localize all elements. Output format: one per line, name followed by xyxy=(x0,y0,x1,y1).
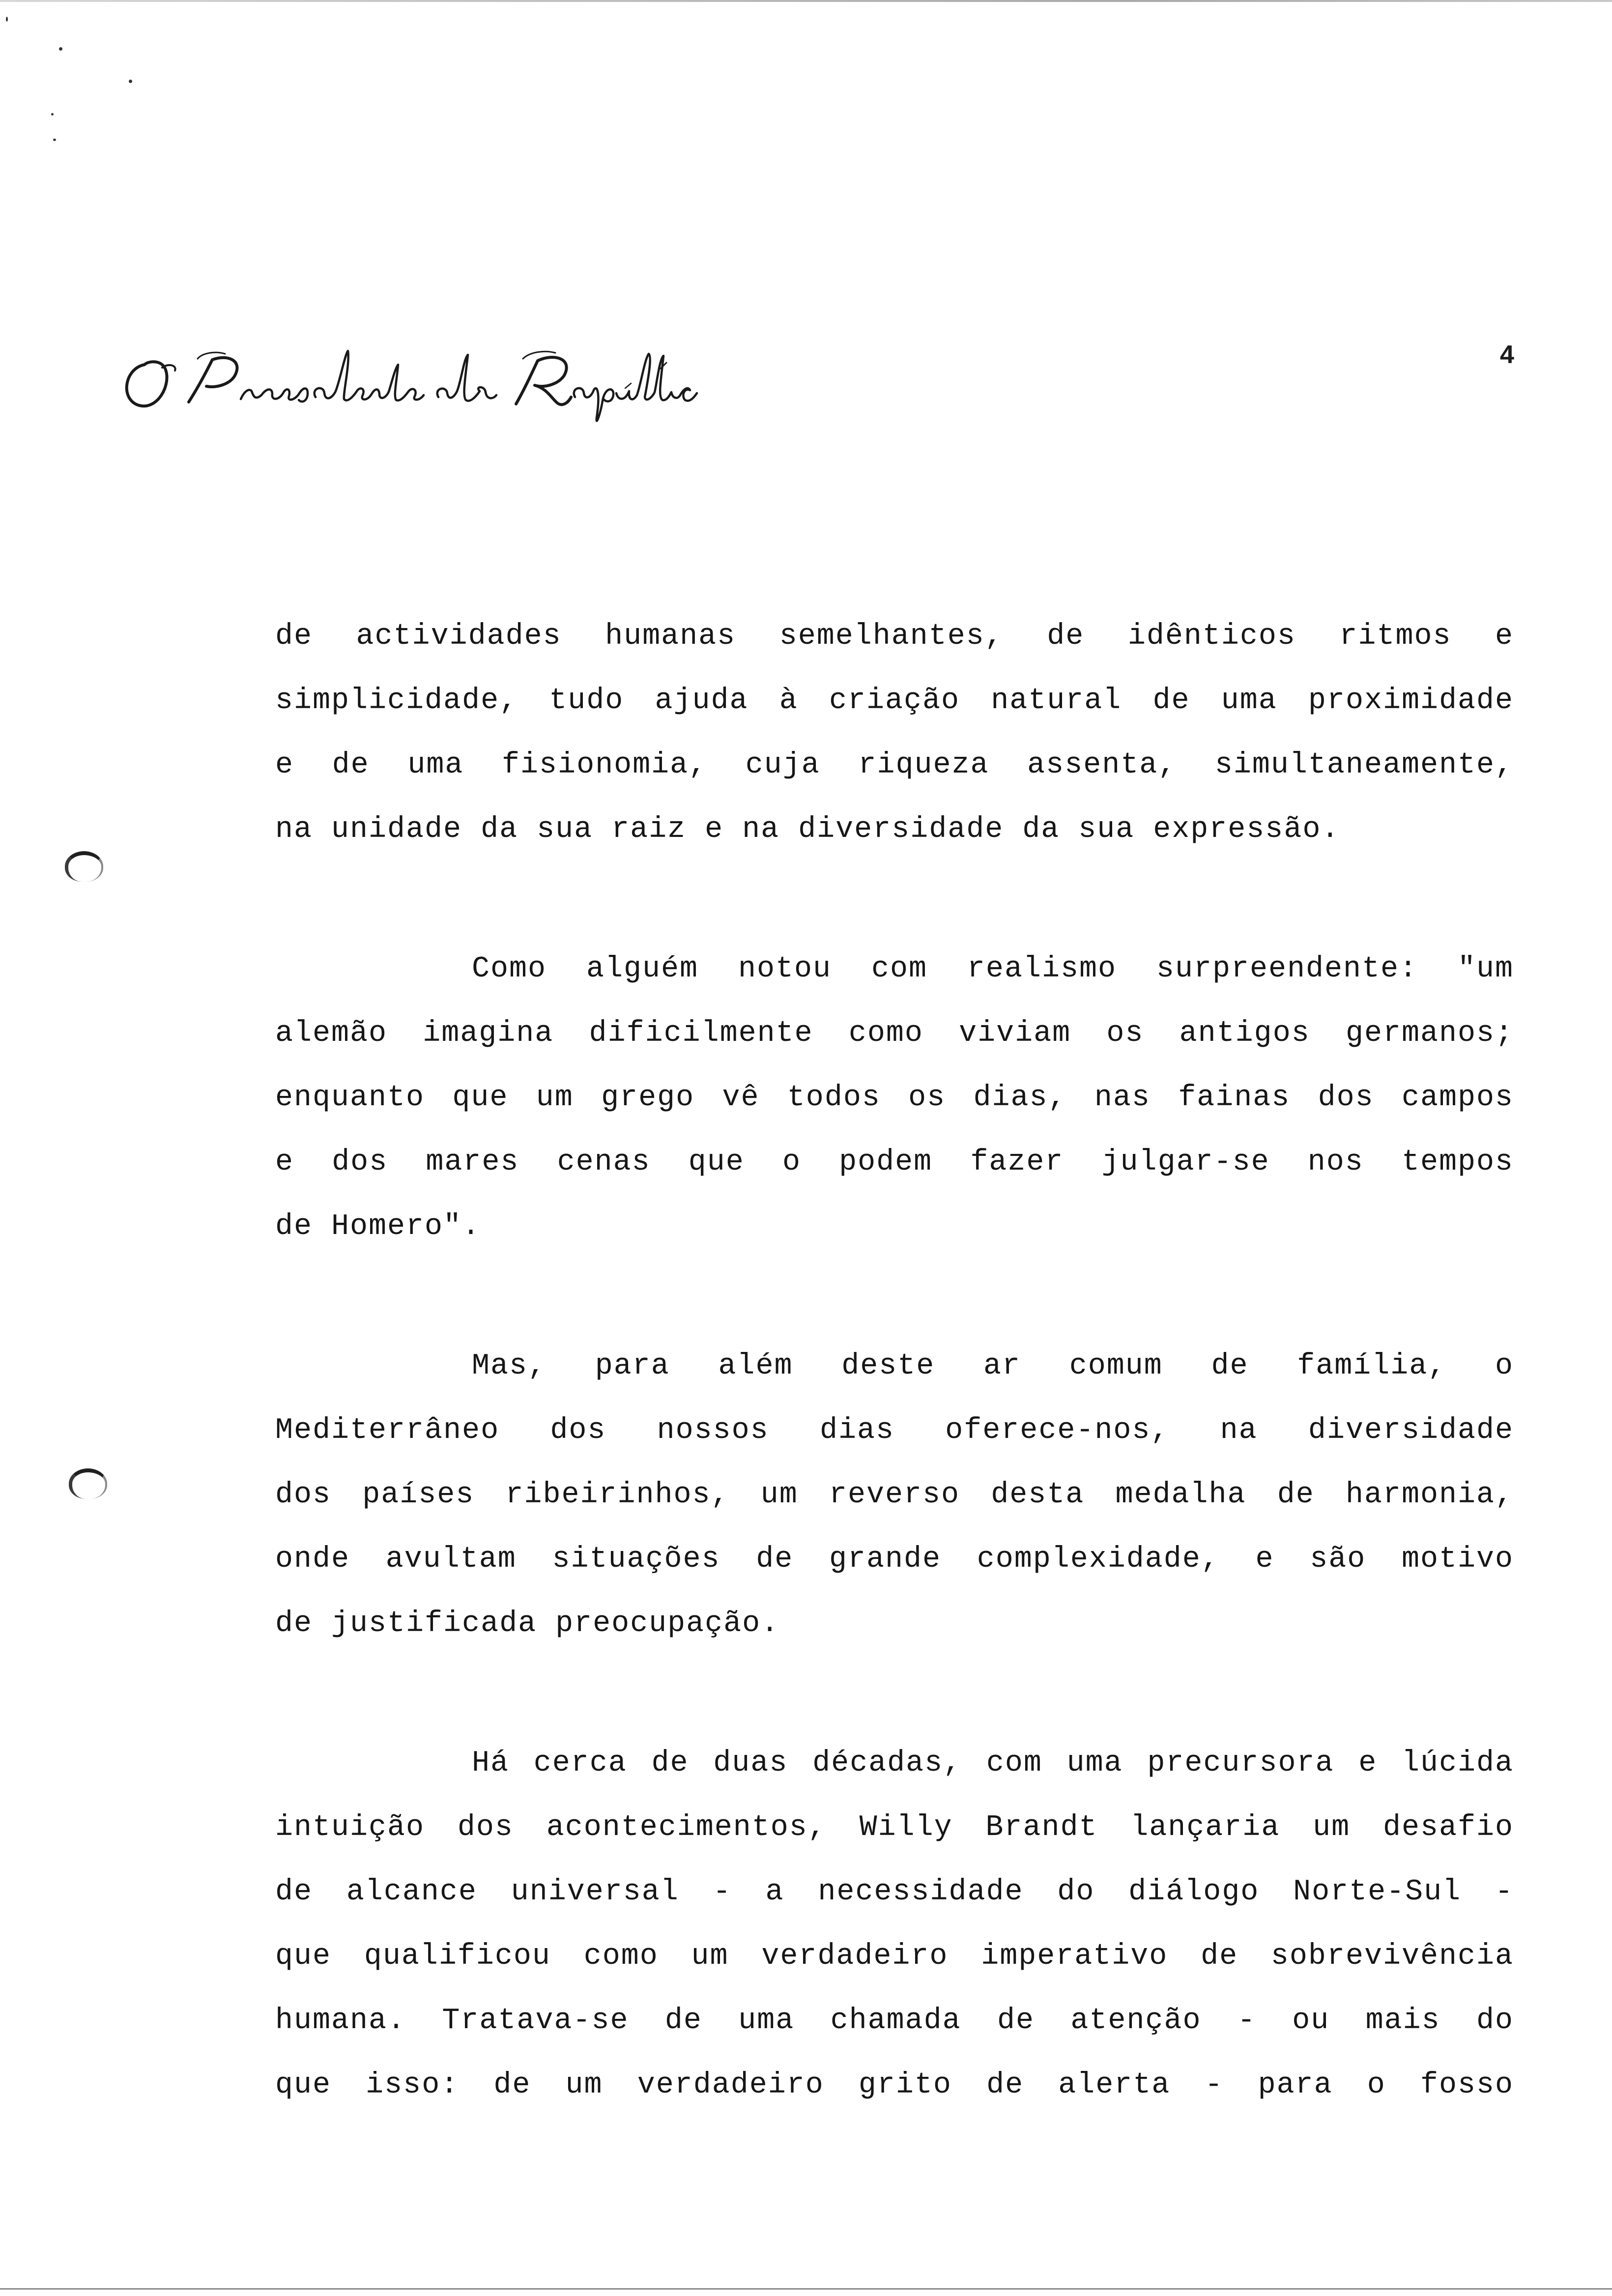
text-line: Como alguém notou com realismo surpreendente: "um xyxy=(472,952,1514,986)
text-line: e dos mares cenas que o podem fazer julgar-se nos tempos xyxy=(275,1146,1514,1179)
paragraph xyxy=(275,604,1514,862)
punch-hole xyxy=(69,1468,107,1499)
text-line: alemão imagina dificilmente como viviam os antigos germanos; xyxy=(275,1017,1514,1050)
text-line: de Homero". xyxy=(275,1210,481,1243)
text-line: na unidade da sua raiz e na diversidade da sua expressão. xyxy=(275,813,1340,846)
scan-speck xyxy=(51,113,54,115)
text-line: humana. Tratava-se de uma chamada de atenção - ou mais do xyxy=(275,2004,1514,2038)
text-line: simplicidade, tudo ajuda à criação natural de uma proximidade xyxy=(275,684,1514,718)
paragraph xyxy=(275,1334,1514,1656)
page-number: 4 xyxy=(1500,341,1514,369)
punch-hole xyxy=(65,851,103,882)
text-line: onde avultam situações de grande complexidade, e são motivo xyxy=(275,1543,1514,1576)
text-line: Mediterrâneo dos nossos dias oferece-nos, na diversidade xyxy=(275,1414,1514,1447)
scan-speck xyxy=(6,17,8,22)
text-line: Há cerca de duas décadas, com uma precursora e lúcida xyxy=(472,1747,1514,1780)
scan-speck xyxy=(59,47,62,51)
scan-speck xyxy=(53,139,56,141)
paragraph xyxy=(275,1731,1514,2118)
scan-speck xyxy=(129,80,132,83)
text-line: dos países ribeirinhos, um reverso desta medalha de harmonia, xyxy=(275,1478,1514,1512)
letterhead-script-icon xyxy=(114,339,704,437)
text-line: e de uma fisionomia, cuja riqueza assenta, simultaneamente, xyxy=(275,748,1514,782)
text-line: enquanto que um grego vê todos os dias, nas fainas dos campos xyxy=(275,1081,1514,1115)
text-line: de alcance universal - a necessidade do diálogo Norte-Sul - xyxy=(275,1875,1514,1909)
text-line: de actividades humanas semelhantes, de idênticos ritmos e xyxy=(275,620,1514,653)
text-line: que isso: de um verdadeiro grito de alerta - para o fosso xyxy=(275,2068,1514,2102)
text-line: Mas, para além deste ar comum de família, o xyxy=(472,1349,1514,1383)
text-line: intuição dos acontecimentos, Willy Brandt lançaria um desafio xyxy=(275,1811,1514,1844)
text-line: de justificada preocupação. xyxy=(275,1607,780,1640)
letterhead-signature-logo xyxy=(114,339,704,437)
scan-bottom-edge xyxy=(0,2288,1612,2290)
paragraph xyxy=(275,937,1514,1259)
text-line: que qualificou como um verdadeiro imperativo de sobrevivência xyxy=(275,1940,1514,1973)
document-body xyxy=(275,604,1514,2118)
scan-top-edge xyxy=(0,0,1612,2)
